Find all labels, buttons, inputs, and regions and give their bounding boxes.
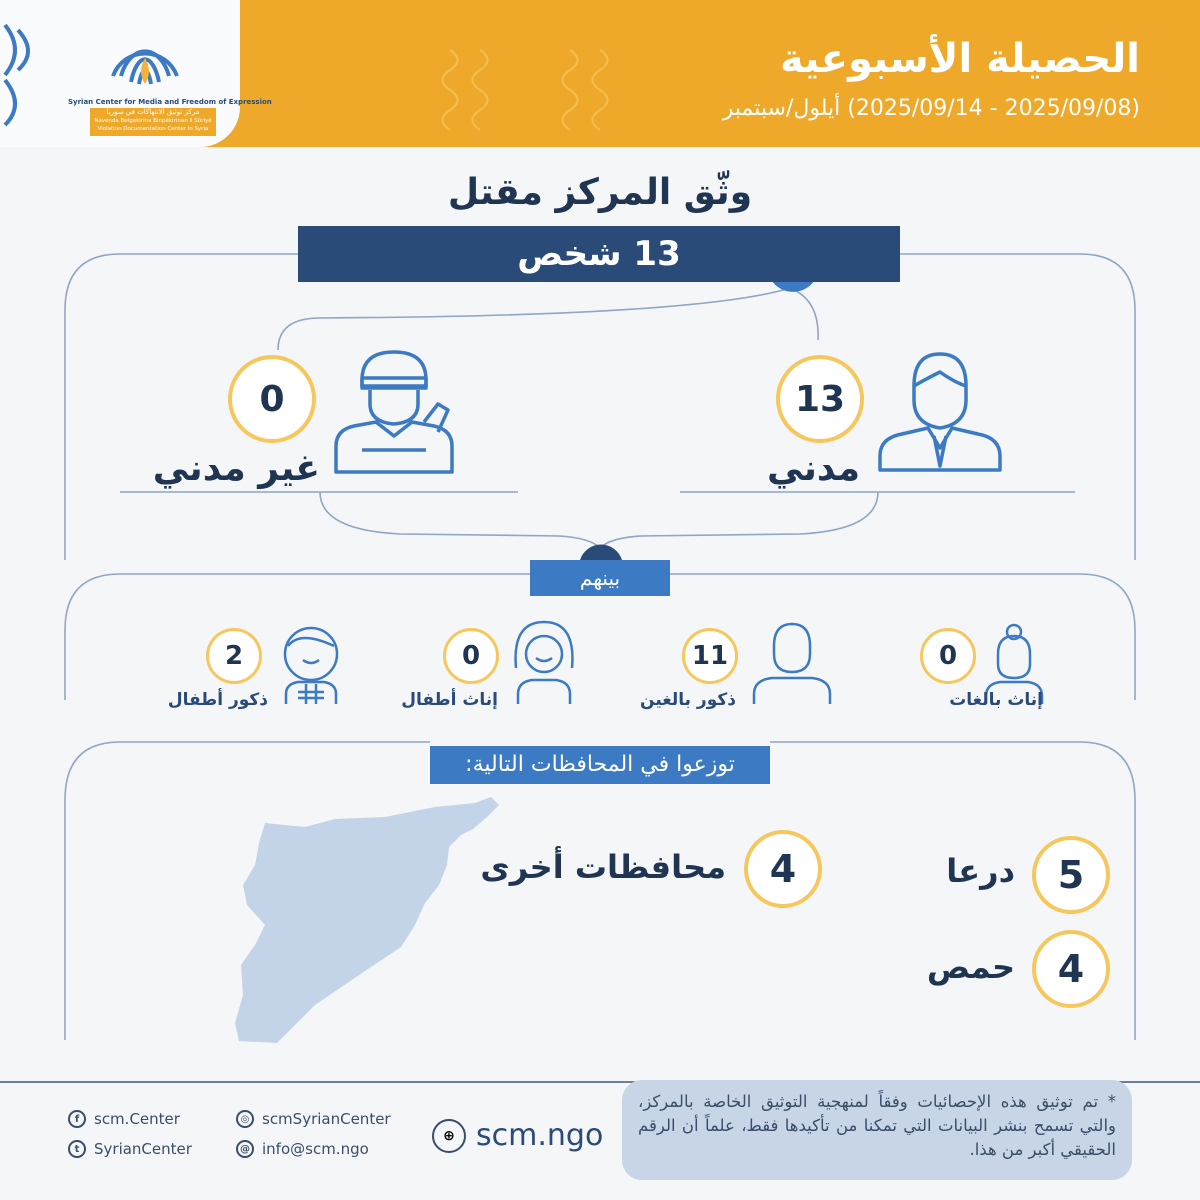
girl-icon xyxy=(506,620,582,706)
other-governorates-count-circle: 4 xyxy=(744,830,822,908)
girls-count-circle: 0 xyxy=(443,628,499,684)
homs-label: حمص xyxy=(926,948,1015,986)
summary-heading: وثّق المركز مقتل xyxy=(447,172,753,213)
email-address: info@scm.ngo xyxy=(262,1140,369,1158)
adult-man-icon xyxy=(752,622,828,706)
globe-icon: ⊕ xyxy=(432,1119,466,1153)
total-killed-box xyxy=(298,226,900,282)
among-label: بينهم xyxy=(530,560,670,596)
civilian-count-circle: 13 xyxy=(776,355,864,443)
page-title: الحصيلة الأسبوعية xyxy=(780,36,1140,82)
boys-label: ذكور أطفال xyxy=(167,690,268,710)
non-civilian-count-circle: 0 xyxy=(228,355,316,443)
methodology-note: * تم توثيق هذه الإحصائيات وفقاً لمنهجية التوثيق الخاصة بالمركز، والتي تسمح بنشر البيانات التي تمكنا من تأكيدها فقط، علماً أن الرقم الحقيقي أكبر من هذا. xyxy=(622,1080,1132,1180)
twitter-handle: SyrianCenter xyxy=(94,1140,192,1158)
facebook-icon: f xyxy=(68,1110,86,1128)
girls-label: إناث أطفال xyxy=(401,690,498,710)
instagram-link[interactable] xyxy=(236,1110,391,1128)
total-killed: 13 شخص xyxy=(517,234,681,274)
non-civilian-label: غير مدني xyxy=(152,448,320,489)
distribution-heading: توزعوا في المحافظات التالية: xyxy=(430,746,770,784)
boy-icon xyxy=(272,620,350,706)
website-text: scm.ngo xyxy=(476,1118,604,1153)
connector-dot xyxy=(580,545,622,560)
soldier-icon xyxy=(332,350,458,476)
facebook-link[interactable] xyxy=(68,1110,180,1128)
daraa-label: درعا xyxy=(946,852,1015,890)
logo-text-en2: Violation Documentation Center in Syria xyxy=(97,126,209,132)
website-link[interactable] xyxy=(432,1118,603,1153)
homs-count-circle: 4 xyxy=(1032,930,1110,1008)
instagram-icon: ◎ xyxy=(236,1110,254,1128)
adult-men-count-circle: 11 xyxy=(682,628,738,684)
twitter-icon: t xyxy=(68,1140,86,1158)
syria-map-icon xyxy=(225,795,515,1050)
facebook-handle: scm.Center xyxy=(94,1110,180,1128)
date-range: (2025/09/08 - 2025/09/14) أيلول/سبتمبر xyxy=(722,96,1140,121)
at-icon: @ xyxy=(236,1140,254,1158)
adult-women-label: إناث بالغات xyxy=(949,690,1043,710)
other-governorates-label: محافظات أخرى xyxy=(480,848,726,886)
adult-men-label: ذكور بالغين xyxy=(640,690,736,710)
logo-text-ar: مركز توثيق الانتهاكات في سوريا xyxy=(106,108,200,116)
logo-text-ku: Navenda Belgekirina Binpêkirinan li Sûriyê xyxy=(94,118,212,124)
twitter-link[interactable] xyxy=(68,1140,192,1158)
daraa-count-circle: 5 xyxy=(1032,836,1110,914)
civilian-man-icon xyxy=(878,352,1000,474)
civilian-label: مدني xyxy=(766,448,860,489)
logo-text-en: Syrian Center for Media and Freedom of Expression xyxy=(68,98,272,106)
boys-count-circle: 2 xyxy=(206,628,262,684)
adult-women-count-circle: 0 xyxy=(920,628,976,684)
instagram-handle: scmSyrianCenter xyxy=(262,1110,391,1128)
email-link[interactable] xyxy=(236,1140,369,1158)
